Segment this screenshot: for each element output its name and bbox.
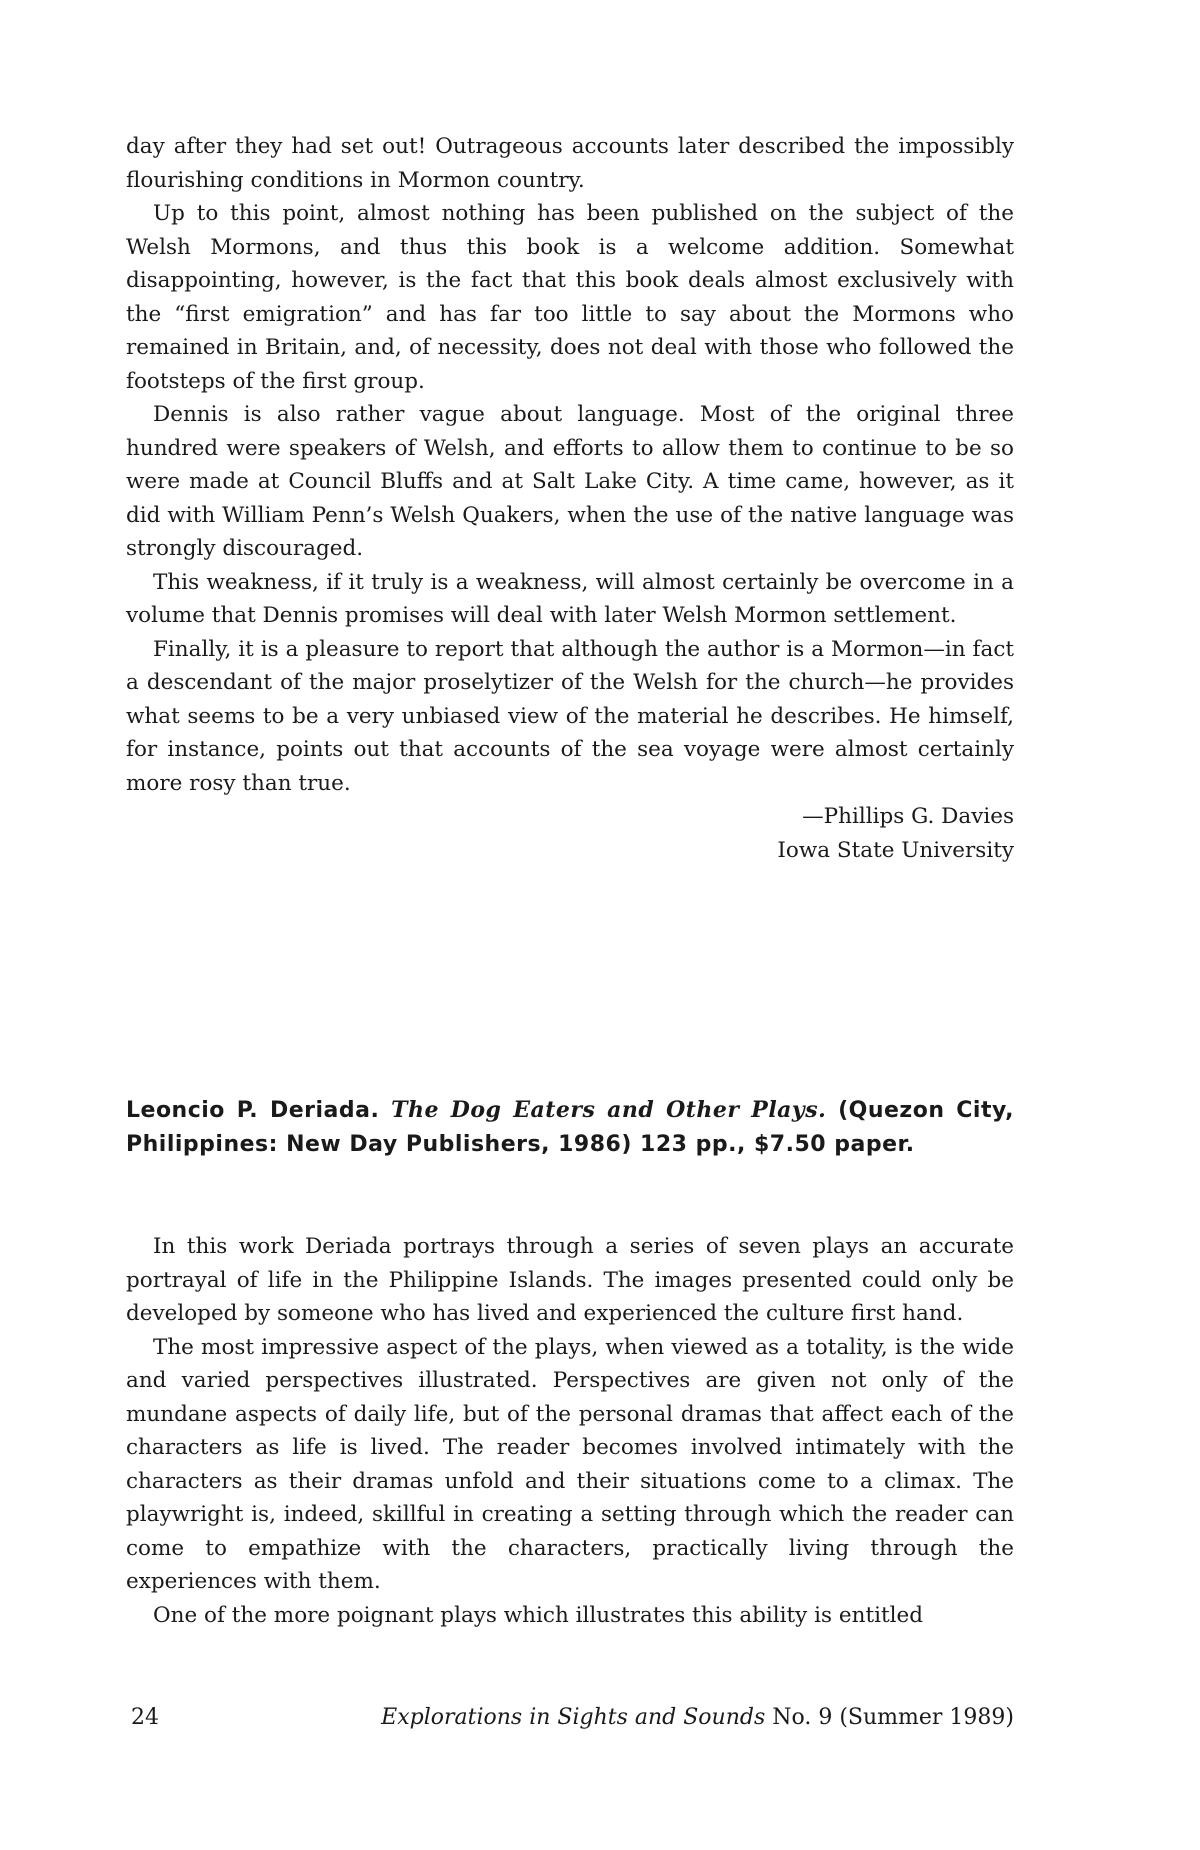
journal-issue: No. 9 (Summer 1989) [772,1705,1014,1730]
review1-paragraph-4: This weakness, if it truly is a weakness, will almost certainly be overcome in a volume that Dennis promises will deal with later Welsh Mormon settlement. [126,569,1014,628]
journal-title: Explorations in Sights and Sounds [381,1705,766,1730]
review2-publication: (Quezon City, Philippines: New Day Publishers, 1986) 123 pp., $7.50 paper. [126,1098,1014,1157]
page-number: 24 [131,1705,159,1730]
review1-paragraph-1: day after they had set out! Outrageous accounts later described the impossibly flourishing conditions in Mormon country. [126,134,1014,193]
review2-citation [126,1093,1014,1162]
review1-paragraph-3: Dennis is also rather vague about language. Most of the original three hundred were speakers of Welsh, and efforts to allow them to continue to be so were made at Council Bluffs and at Salt Lake City. A time came, however, as it did with William Penn’s Welsh Quakers, when the use of the native language was strongly discouraged. [126,402,1014,561]
reviewer-name: —Phillips G. Davies [802,804,1014,829]
review2-paragraph-1: In this work Deriada portrays through a series of seven plays an accurate portrayal of life in the Philippine Islands. The images presented could only be developed by someone who has lived and experienced the culture first hand. [126,1234,1014,1326]
review1-body [126,130,1014,867]
review2-paragraph-2: The most impressive aspect of the plays, when viewed as a totality, is the wide and varied perspectives illustrated. Perspectives are given not only of the mundane aspects of daily life, but of the personal dramas that affect each of the characters as life is lived. The reader becomes involved intimately with the characters as their dramas unfold and their situations come to a climax. The playwright is, indeed, skillful in creating a setting through which the reader can come to empathize with the characters, practically living through the experiences with them. [126,1334,1014,1594]
journal-citation [381,1703,1014,1733]
review2-body [126,1230,1014,1632]
review2-paragraph-3: One of the more poignant plays which illustrates this ability is entitled [153,1602,924,1628]
review1-paragraph-2: Up to this point, almost nothing has been published on the subject of the Welsh Mormons, and thus this book is a welcome addition. Somewhat disappointing, however, is the fact that this book deals almost exclusively with the “first emigration” and has far too little to say about the Mormons who remained in Britain, and, of necessity, does not deal with those who followed the footsteps of the first group. [126,201,1014,394]
reviewer-affiliation: Iowa State University [777,837,1014,863]
review1-paragraph-5: Finally, it is a pleasure to report that although the author is a Mormon—in fact a descendant of the major proselytizer of the Welsh for the church—he provides what seems to be a very unbiased view of the material he describes. He himself, for instance, points out that accounts of the sea voyage were almost certainly more rosy than true. [126,636,1014,796]
review2-author: Leoncio P. Deriada. [126,1098,380,1123]
review2-book-title: The Dog Eaters and Other Plays. [391,1097,827,1123]
